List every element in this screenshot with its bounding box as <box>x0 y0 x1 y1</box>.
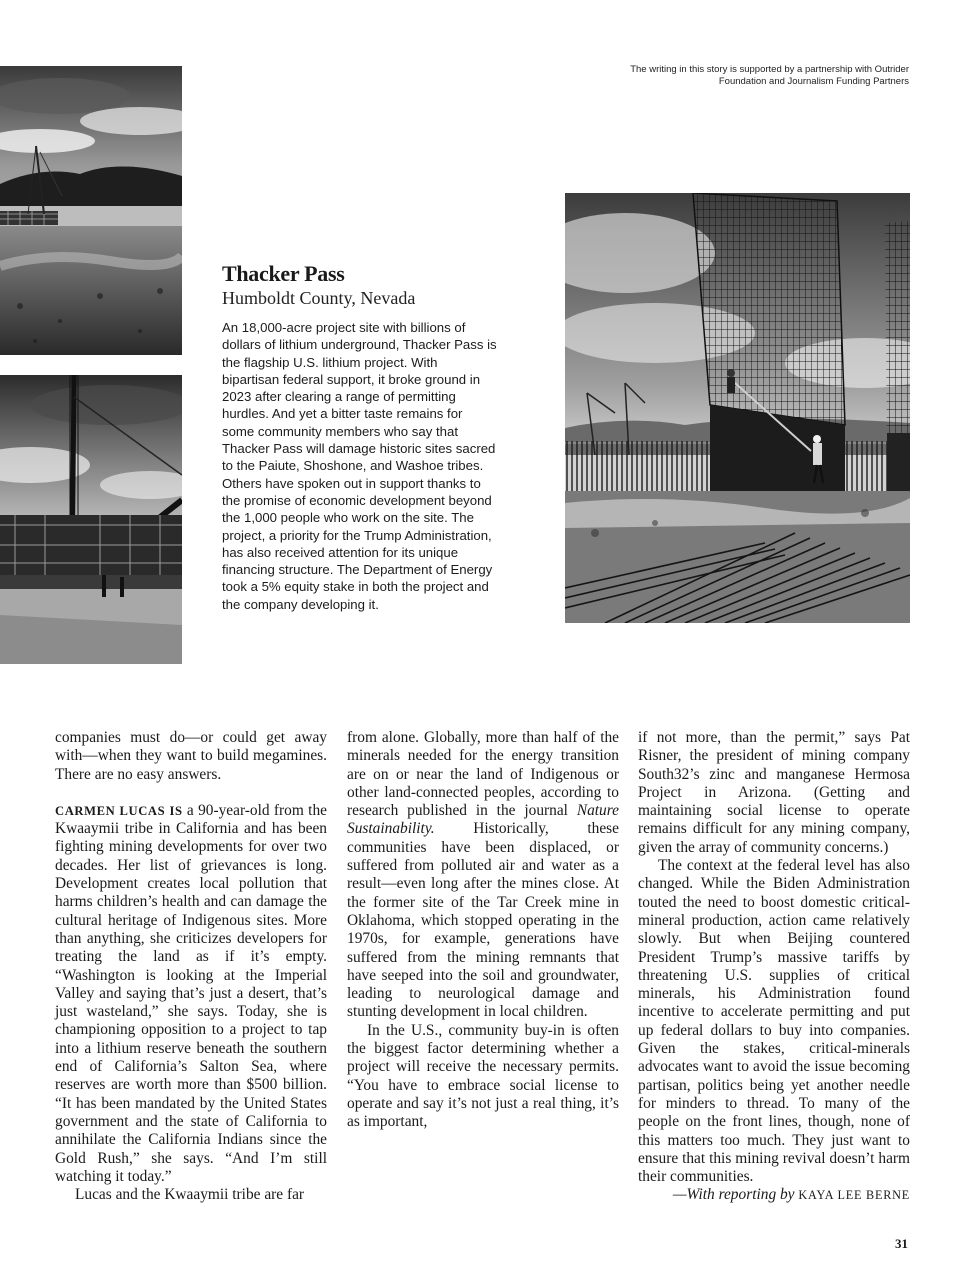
page-number: 31 <box>895 1236 908 1251</box>
article-column-1 <box>55 729 327 1204</box>
paragraph <box>347 729 619 1022</box>
reporting-byline <box>638 1186 910 1204</box>
lead-in: CARMEN LUCAS IS <box>55 803 183 818</box>
rebar-tower-photo <box>565 193 910 623</box>
caption-location: Humboldt County, Nevada <box>222 288 416 308</box>
byline-name: KAYA LEE BERNE <box>798 1188 910 1203</box>
paragraph: companies must do—or could get away with—when they want to build megamines. There are no easy answers. <box>55 729 327 783</box>
paragraph: Lucas and the Kwaaymii tribe are far <box>75 1186 305 1204</box>
partnership-credit: The writing in this story is supported by a partnership with Outrider Foundation and Journalism Funding Partners <box>630 64 909 87</box>
paragraph-text: a 90-year-old from the Kwaaymii tribe in California and has been fighting mining developments for over two decades. Her list of grievances is long. Development creates local pollution that harms children’s health and can damage the cultural heritage of Indigenous sites. More than anything, she criticizes developers for treating the land as if it’s empty. “Washington is looking at the Imperial Valley and saying that’s just a desert, that’s just wasteland,” she says. Today, she is championing opposition to a project to tap into a lithium reserve beneath the southern end of California’s Salton Sea, where reserves are worth more than $500 billion. “It has been mandated by the United States government and the state of California to annihilate the California Indians since the Gold Rush,” she says. “And I’m still watching it today.” <box>55 801 327 1185</box>
byline-prefix: —With reporting by <box>672 1186 799 1204</box>
paragraph: if not more, than the permit,” says Pat Risner, the president of mining company South32’s zinc and manganese Hermosa Project in Arizona. (Getting and maintaining social license to operate remains difficult for any mining company, given the array of community concerns.) <box>638 729 910 856</box>
caption-title: Thacker Pass <box>222 261 345 286</box>
paragraph-text: Historically, these communities have been displaced, or suffered from polluted air and water as a result—even long after the mines close. At the former site of the Tar Creek mine in Oklahoma, which stopped operating in the 1970s, for example, generations have suffered from the mining remnants that have seeped into the soil and groundwater, leading to neurological damage and stunting development in local children. <box>347 820 619 1021</box>
caption-body: An 18,000-acre project site with billions of dollars of lithium underground, Thacker Pass is the flagship U.S. lithium project. With bipartisan federal support, it broke ground in 2023 after clearing a range of permitting hurdles. And yet a bitter taste remains for some community members who say that Thacker Pass will damage historic sites sacred to the Paiute, Shoshone, and Washoe tribes. Others have spoken out in support thanks to the promise of economic development beyond the 1,000 people who work on the site. The project, a priority for the Trump Administration, has also received attention for its unique financing structure. The Department of Energy took a 5% equity stake in both the project and the company developing it. <box>222 320 497 612</box>
article-column-2 <box>347 729 619 1132</box>
paragraph: The context at the federal level has also changed. While the Biden Administration touted the need to boost domestic critical-mineral production, action came relatively slowly. But when Beijing countered President Trump’s massive tariffs by threatening U.S. supplies of critical minerals, his Administration found incentive to accelerate permitting and put up federal dollars to buy into companies. Given the stakes, critical-minerals advocates want to avoid the issue becoming partisan, politics being yet another needle for minders to thread. To many of the people on the front lines, though, none of this matters too much. They just want to ensure that this mining revival doesn’t harm their communities. <box>638 857 910 1186</box>
steel-structure-photo <box>0 375 182 664</box>
paragraph-text: from alone. Globally, more than half of the minerals needed for the energy transition are on or near the land of Indigenous or other land-connected peoples, according to research published in the journal <box>347 729 619 820</box>
paragraph-section-start <box>55 802 327 1186</box>
photo-caption <box>222 262 498 613</box>
construction-site-photo-top <box>0 66 182 355</box>
article-column-3 <box>638 729 910 1205</box>
journal-name: Nature Sustainability. <box>347 802 619 838</box>
paragraph: In the U.S., community buy-in is often the biggest factor determining whether a project will receive the necessary permits. “You have to embrace social license to operate and say it’s not just a real thing, it’s as important, <box>347 1021 619 1131</box>
